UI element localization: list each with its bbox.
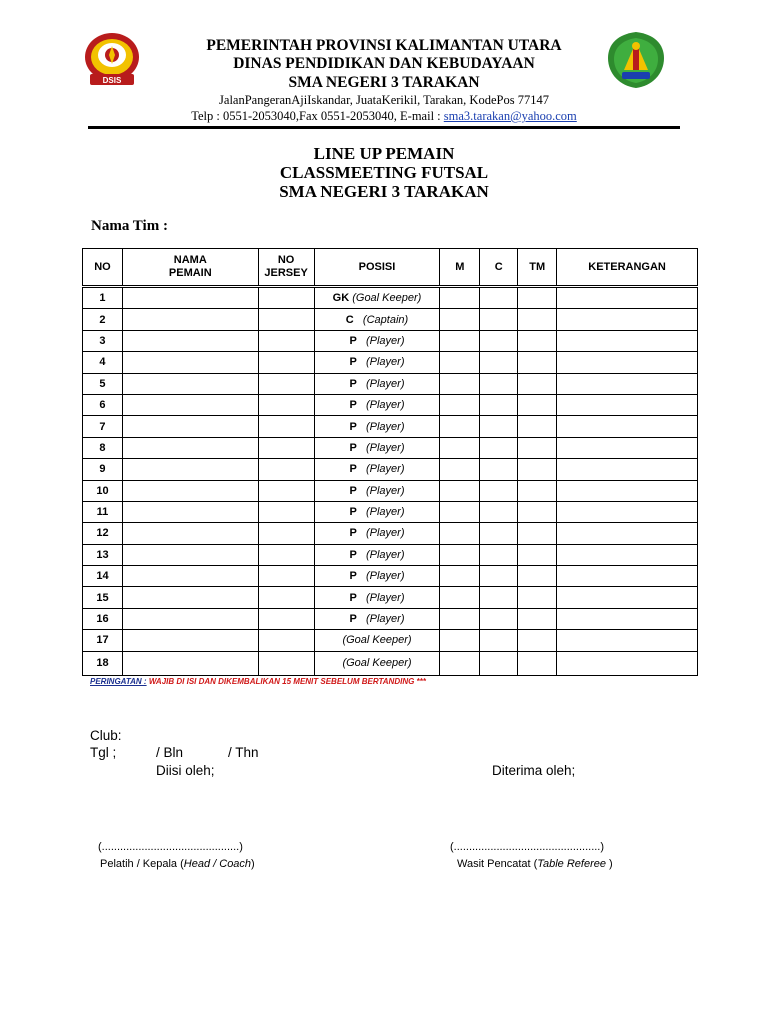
m-cell[interactable] — [440, 373, 480, 394]
jersey-number-cell[interactable] — [258, 651, 314, 675]
col-header-posisi: POSISI — [314, 249, 440, 287]
table-row — [83, 608, 698, 629]
table-row — [83, 352, 698, 373]
m-cell[interactable] — [440, 437, 480, 458]
c-cell[interactable] — [480, 630, 518, 651]
position-cell — [314, 309, 440, 330]
keterangan-cell[interactable] — [557, 416, 698, 437]
position-cell — [314, 287, 440, 309]
filled-by-label: Diisi oleh; — [156, 763, 215, 778]
c-cell[interactable] — [480, 544, 518, 565]
c-cell[interactable] — [480, 287, 518, 309]
position-description: (Player) — [365, 506, 405, 519]
table-row — [83, 309, 698, 330]
warning-label: PERINGATAN : — [90, 677, 147, 686]
jersey-number-cell[interactable] — [258, 523, 314, 544]
row-number: 18 — [83, 651, 123, 675]
player-name-cell[interactable] — [122, 480, 258, 501]
row-number: 10 — [83, 480, 123, 501]
c-cell[interactable] — [480, 523, 518, 544]
tm-cell[interactable] — [518, 501, 557, 522]
position-description: (Player) — [365, 399, 405, 412]
m-cell[interactable] — [440, 330, 480, 351]
doc-title-line1: LINE UP PEMAIN — [313, 144, 455, 163]
tm-cell[interactable] — [518, 651, 557, 675]
c-cell[interactable] — [480, 608, 518, 629]
keterangan-cell[interactable] — [557, 352, 698, 373]
tm-cell[interactable] — [518, 373, 557, 394]
position-code: P — [349, 377, 357, 390]
jersey-number-cell[interactable] — [258, 416, 314, 437]
header-school: SMA NEGERI 3 TARAKAN — [288, 74, 480, 91]
c-cell[interactable] — [480, 437, 518, 458]
position-cell — [314, 394, 440, 415]
c-cell[interactable] — [480, 587, 518, 608]
player-name-cell[interactable] — [122, 330, 258, 351]
keterangan-cell[interactable] — [557, 501, 698, 522]
received-by-label: Diterima oleh; — [492, 763, 576, 778]
position-cell — [314, 630, 440, 651]
position-cell — [314, 459, 440, 480]
jersey-number-cell[interactable] — [258, 394, 314, 415]
row-number: 11 — [83, 501, 123, 522]
position-code: P — [349, 506, 357, 519]
position-cell — [314, 480, 440, 501]
position-cell — [314, 651, 440, 675]
row-number: 13 — [83, 544, 123, 565]
table-row — [83, 394, 698, 415]
table-row — [83, 416, 698, 437]
position-cell — [314, 437, 440, 458]
table-row — [83, 501, 698, 522]
keterangan-cell[interactable] — [557, 330, 698, 351]
row-number: 15 — [83, 587, 123, 608]
tm-cell[interactable] — [518, 480, 557, 501]
position-code: P — [349, 356, 357, 369]
header-address: JalanPangeranAjiIskandar, JuataKerikil, Tarakan, KodePos 77147 — [219, 93, 549, 107]
m-cell[interactable] — [440, 480, 480, 501]
keterangan-cell[interactable] — [557, 544, 698, 565]
tm-cell[interactable] — [518, 566, 557, 587]
m-cell[interactable] — [440, 651, 480, 675]
col-header-tm: TM — [518, 249, 557, 287]
position-cell — [314, 587, 440, 608]
col-header-nama: NAMA PEMAIN — [122, 249, 258, 287]
row-number: 12 — [83, 523, 123, 544]
col-header-jersey: NO JERSEY — [258, 249, 314, 287]
keterangan-cell[interactable] — [557, 437, 698, 458]
row-number: 14 — [83, 566, 123, 587]
keterangan-cell[interactable] — [557, 523, 698, 544]
player-name-cell[interactable] — [122, 566, 258, 587]
tm-cell[interactable] — [518, 544, 557, 565]
m-cell[interactable] — [440, 608, 480, 629]
m-cell[interactable] — [440, 544, 480, 565]
position-description: (Player) — [365, 570, 405, 583]
tm-cell[interactable] — [518, 416, 557, 437]
position-code: P — [349, 399, 357, 412]
keterangan-cell[interactable] — [557, 287, 698, 309]
email-link[interactable]: sma3.tarakan@yahoo.com — [443, 109, 577, 123]
position-description: (Player) — [365, 613, 405, 626]
position-description: (Player) — [365, 463, 405, 476]
date-tgl-label: Tgl ; — [90, 745, 117, 760]
position-code: C — [345, 313, 354, 326]
c-cell[interactable] — [480, 309, 518, 330]
m-cell[interactable] — [440, 566, 480, 587]
position-cell — [314, 373, 440, 394]
table-row — [83, 630, 698, 651]
row-number: 9 — [83, 459, 123, 480]
tm-cell[interactable] — [518, 437, 557, 458]
c-cell[interactable] — [480, 501, 518, 522]
table-row — [83, 437, 698, 458]
position-code: P — [349, 591, 357, 604]
c-cell[interactable] — [480, 373, 518, 394]
header-government: PEMERINTAH PROVINSI KALIMANTAN UTARA — [206, 37, 562, 54]
position-cell — [314, 501, 440, 522]
row-number: 8 — [83, 437, 123, 458]
table-row — [83, 287, 698, 309]
player-name-cell[interactable] — [122, 544, 258, 565]
position-code: P — [349, 570, 357, 583]
table-row — [83, 651, 698, 675]
warning-note — [90, 677, 426, 686]
row-number: 4 — [83, 352, 123, 373]
doc-title-line2: CLASSMEETING FUTSAL — [279, 163, 489, 182]
row-number: 6 — [83, 394, 123, 415]
m-cell[interactable] — [440, 287, 480, 309]
team-name-label: Nama Tim : — [91, 218, 168, 234]
player-name-cell[interactable] — [122, 394, 258, 415]
row-number: 5 — [83, 373, 123, 394]
position-cell — [314, 608, 440, 629]
tm-cell[interactable] — [518, 459, 557, 480]
col-header-m: M — [440, 249, 480, 287]
tm-cell[interactable] — [518, 352, 557, 373]
position-code: P — [349, 527, 357, 540]
m-cell[interactable] — [440, 587, 480, 608]
row-number: 7 — [83, 416, 123, 437]
c-cell[interactable] — [480, 566, 518, 587]
signature-line-right: (................................................) — [450, 841, 605, 853]
col-header-no: NO — [83, 249, 123, 287]
date-thn-label: / Thn — [228, 745, 259, 760]
row-number: 16 — [83, 608, 123, 629]
m-cell[interactable] — [440, 352, 480, 373]
c-cell[interactable] — [480, 394, 518, 415]
signature-line-left: (.............................................) — [98, 841, 243, 853]
keterangan-cell[interactable] — [557, 608, 698, 629]
player-name-cell[interactable] — [122, 608, 258, 629]
position-code: P — [349, 334, 357, 347]
row-number: 1 — [83, 287, 123, 309]
position-cell — [314, 416, 440, 437]
keterangan-cell[interactable] — [557, 651, 698, 675]
m-cell[interactable] — [440, 459, 480, 480]
position-cell — [314, 523, 440, 544]
date-bln-label: / Bln — [156, 745, 184, 760]
jersey-number-cell[interactable] — [258, 352, 314, 373]
jersey-number-cell[interactable] — [258, 330, 314, 351]
player-name-cell[interactable] — [122, 630, 258, 651]
position-code: P — [349, 441, 357, 454]
keterangan-cell[interactable] — [557, 459, 698, 480]
position-description: (Player) — [365, 377, 405, 390]
m-cell[interactable] — [440, 523, 480, 544]
table-row — [83, 566, 698, 587]
jersey-number-cell[interactable] — [258, 459, 314, 480]
header-phone: Telp : 0551-2053040,Fax 0551-2053040, E-mail : — [191, 109, 444, 123]
player-name-cell[interactable] — [122, 459, 258, 480]
position-description: (Captain) — [362, 313, 409, 326]
c-cell[interactable] — [480, 416, 518, 437]
position-description: (Player) — [365, 548, 405, 561]
doc-title-line3: SMA NEGERI 3 TARAKAN — [279, 182, 489, 201]
tm-cell[interactable] — [518, 523, 557, 544]
header-contact — [130, 107, 638, 125]
position-cell — [314, 544, 440, 565]
keterangan-cell[interactable] — [557, 480, 698, 501]
table-row — [83, 480, 698, 501]
position-description: (Player) — [365, 484, 405, 497]
signature-caption-coach: Pelatih / Kepala (Head / Coach) — [100, 858, 255, 870]
player-name-cell[interactable] — [122, 501, 258, 522]
tm-cell[interactable] — [518, 630, 557, 651]
club-label: Club: — [90, 728, 122, 743]
keterangan-cell[interactable] — [557, 566, 698, 587]
position-description: (Player) — [365, 356, 405, 369]
row-number: 17 — [83, 630, 123, 651]
c-cell[interactable] — [480, 459, 518, 480]
position-description: (Goal Keeper) — [352, 292, 422, 305]
player-name-cell[interactable] — [122, 587, 258, 608]
left-logo-text: DSIS — [102, 76, 122, 85]
position-cell — [314, 352, 440, 373]
tm-cell[interactable] — [518, 330, 557, 351]
m-cell[interactable] — [440, 416, 480, 437]
lineup-table — [82, 248, 698, 676]
jersey-number-cell[interactable] — [258, 566, 314, 587]
m-cell[interactable] — [440, 501, 480, 522]
keterangan-cell[interactable] — [557, 373, 698, 394]
jersey-number-cell[interactable] — [258, 373, 314, 394]
jersey-number-cell[interactable] — [258, 501, 314, 522]
player-name-cell[interactable] — [122, 651, 258, 675]
m-cell[interactable] — [440, 394, 480, 415]
position-description: (Player) — [365, 527, 405, 540]
position-cell — [314, 330, 440, 351]
signature-caption-referee: Wasit Pencatat (Table Referee ) — [457, 858, 613, 870]
tm-cell[interactable] — [518, 608, 557, 629]
keterangan-cell[interactable] — [557, 630, 698, 651]
position-code: P — [349, 613, 357, 626]
col-header-keterangan: KETERANGAN — [557, 249, 698, 287]
table-row — [83, 523, 698, 544]
table-row — [83, 587, 698, 608]
table-header-row — [83, 249, 698, 287]
letterhead-rule — [88, 126, 680, 129]
position-description: (Goal Keeper) — [342, 657, 412, 670]
position-cell — [314, 566, 440, 587]
position-code: P — [349, 463, 357, 476]
header-department: DINAS PENDIDIKAN DAN KEBUDAYAAN — [233, 55, 535, 72]
player-name-cell[interactable] — [122, 437, 258, 458]
jersey-number-cell[interactable] — [258, 287, 314, 309]
position-description: (Player) — [365, 441, 405, 454]
player-name-cell[interactable] — [122, 309, 258, 330]
jersey-number-cell[interactable] — [258, 480, 314, 501]
tm-cell[interactable] — [518, 394, 557, 415]
position-code: P — [349, 548, 357, 561]
m-cell[interactable] — [440, 630, 480, 651]
m-cell[interactable] — [440, 309, 480, 330]
tm-cell[interactable] — [518, 309, 557, 330]
position-code: P — [349, 484, 357, 497]
jersey-number-cell[interactable] — [258, 587, 314, 608]
warning-text: WAJIB DI ISI DAN DIKEMBALIKAN 15 MENIT SEBELUM BERTANDING *** — [146, 677, 426, 686]
tm-cell[interactable] — [518, 287, 557, 309]
position-description: (Goal Keeper) — [342, 634, 412, 647]
table-row — [83, 330, 698, 351]
position-code: P — [349, 420, 357, 433]
position-description: (Player) — [365, 591, 405, 604]
table-row — [83, 544, 698, 565]
player-name-cell[interactable] — [122, 287, 258, 309]
c-cell[interactable] — [480, 480, 518, 501]
player-name-cell[interactable] — [122, 523, 258, 544]
position-code: GK — [332, 292, 350, 305]
jersey-number-cell[interactable] — [258, 544, 314, 565]
jersey-number-cell[interactable] — [258, 309, 314, 330]
jersey-number-cell[interactable] — [258, 630, 314, 651]
player-name-cell[interactable] — [122, 416, 258, 437]
player-name-cell[interactable] — [122, 373, 258, 394]
keterangan-cell[interactable] — [557, 587, 698, 608]
row-number: 2 — [83, 309, 123, 330]
position-description: (Player) — [365, 420, 405, 433]
keterangan-cell[interactable] — [557, 309, 698, 330]
jersey-number-cell[interactable] — [258, 437, 314, 458]
jersey-number-cell[interactable] — [258, 608, 314, 629]
player-name-cell[interactable] — [122, 352, 258, 373]
table-row — [83, 459, 698, 480]
position-description: (Player) — [365, 334, 405, 347]
col-header-c: C — [480, 249, 518, 287]
keterangan-cell[interactable] — [557, 394, 698, 415]
row-number: 3 — [83, 330, 123, 351]
c-cell[interactable] — [480, 330, 518, 351]
table-row — [83, 373, 698, 394]
c-cell[interactable] — [480, 651, 518, 675]
c-cell[interactable] — [480, 352, 518, 373]
tm-cell[interactable] — [518, 587, 557, 608]
